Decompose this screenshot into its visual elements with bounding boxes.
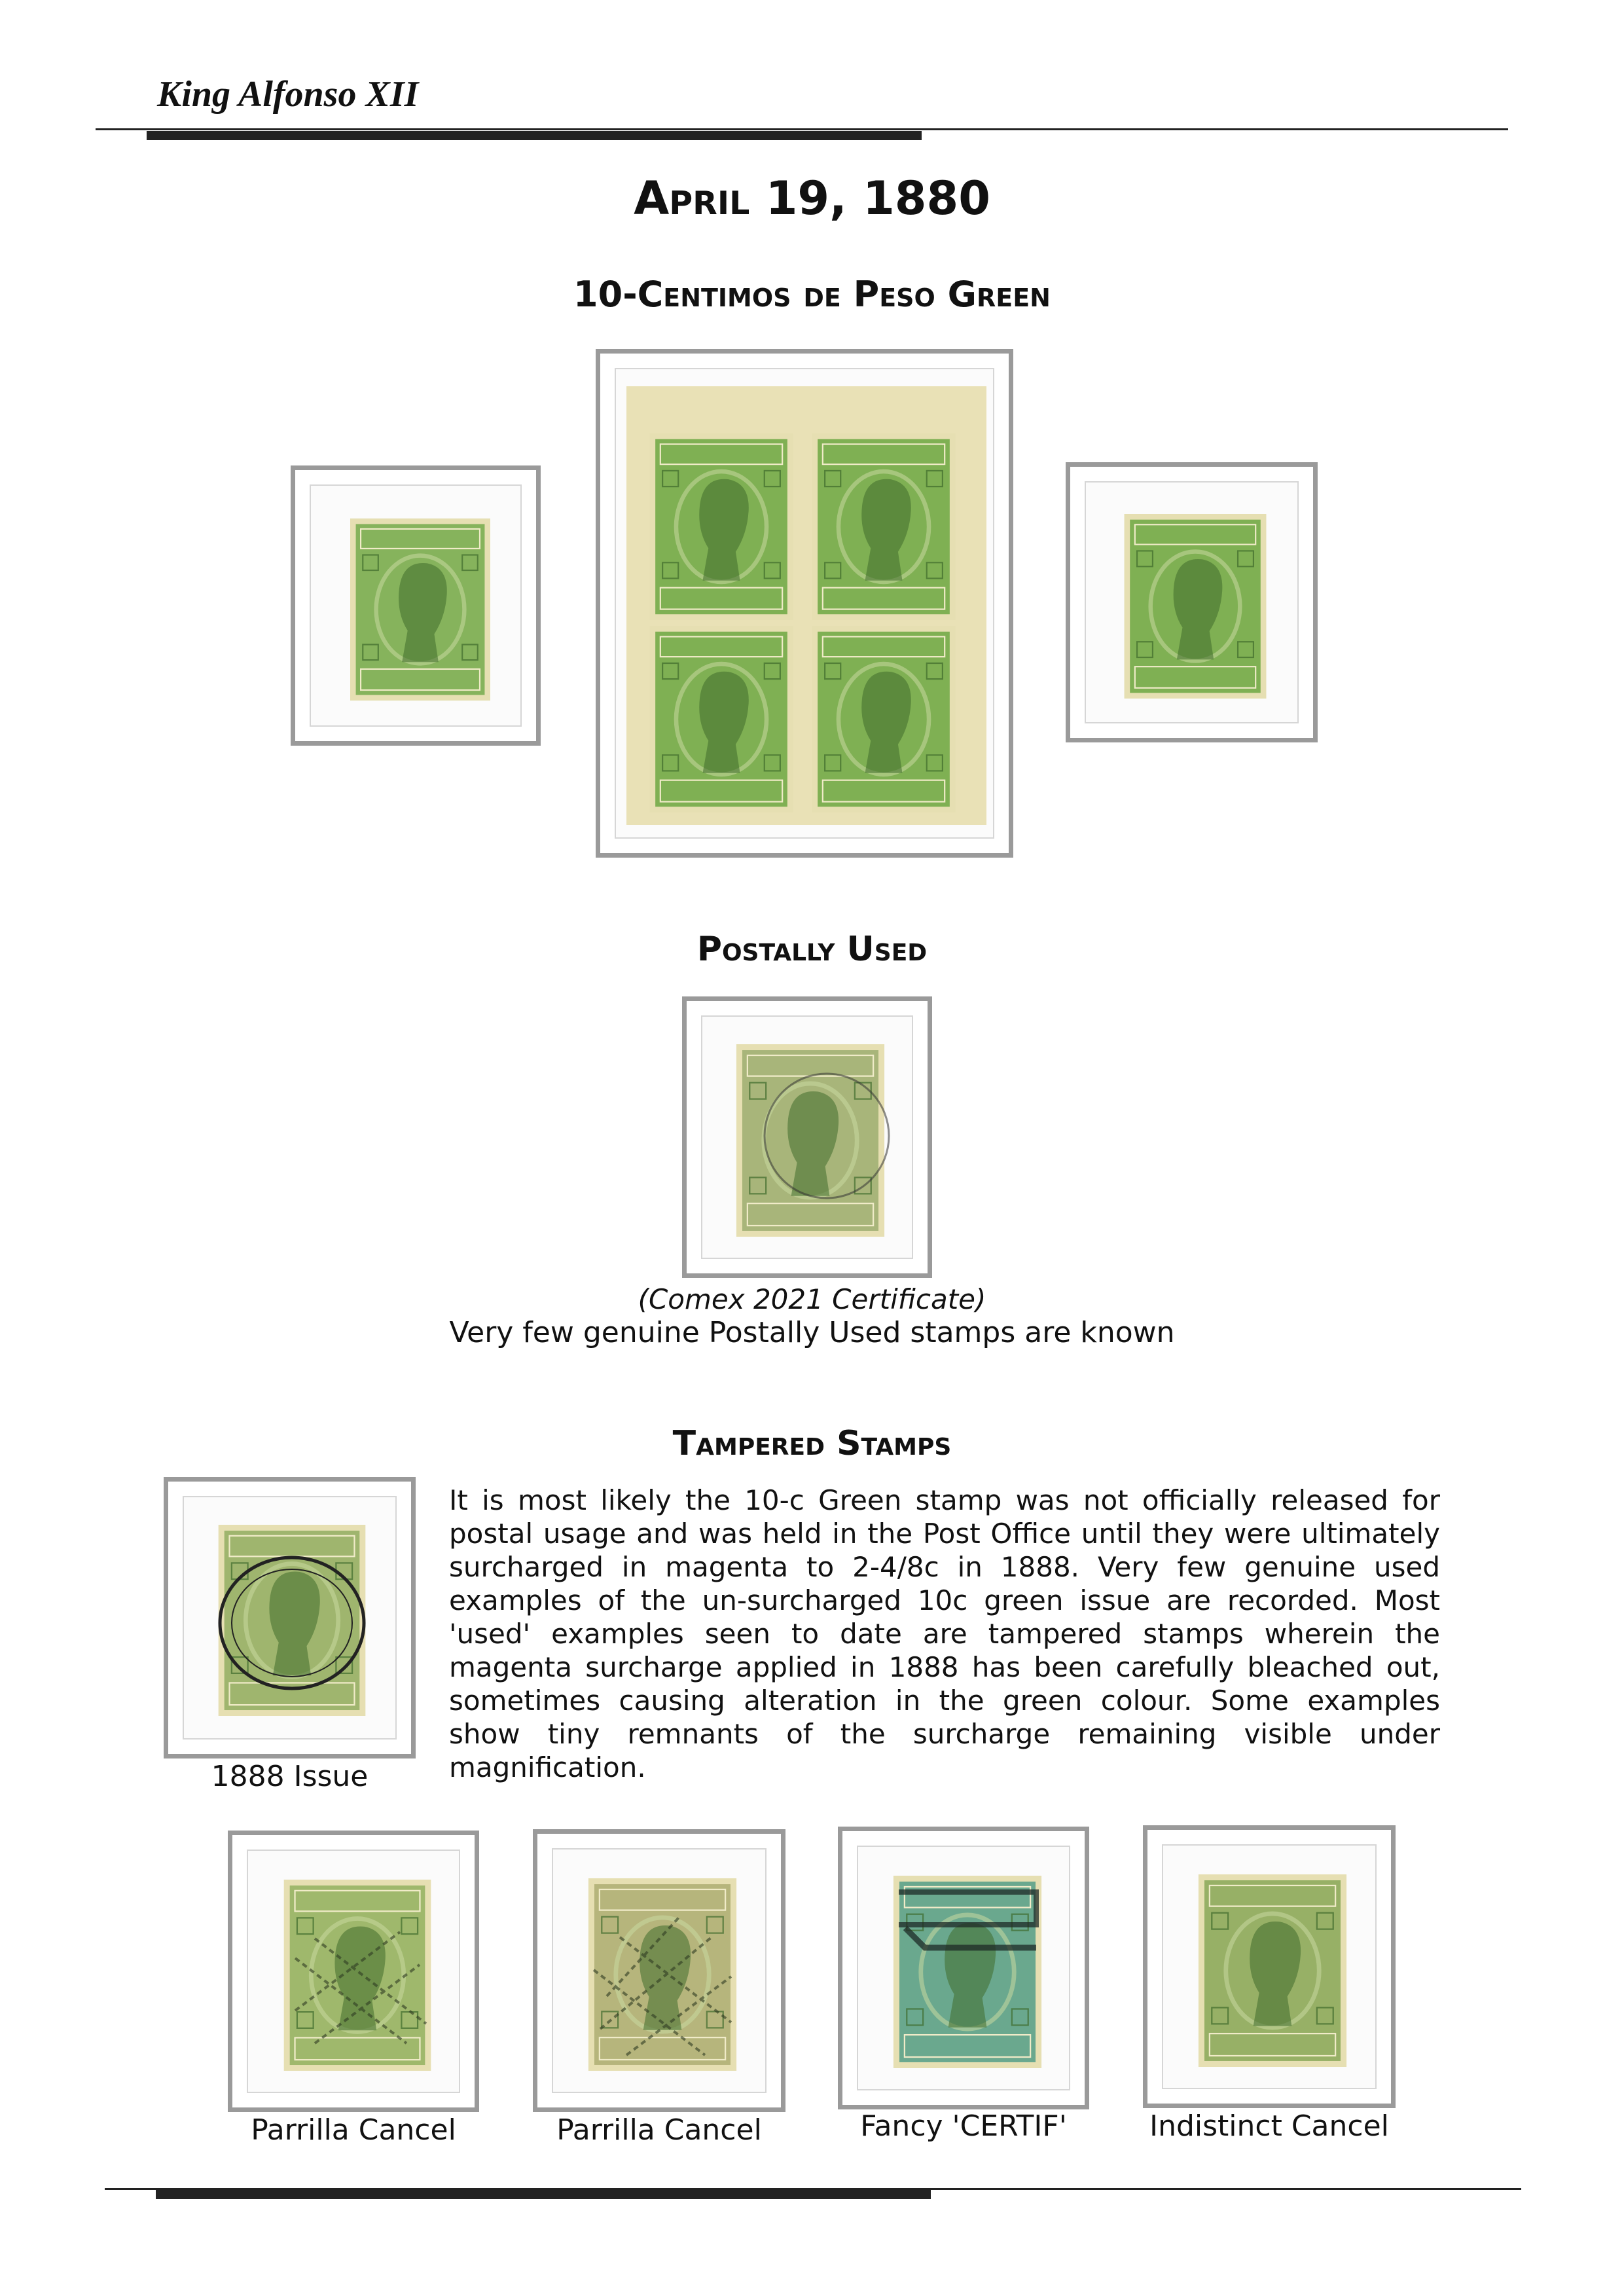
caption-fancy-certif: Fancy 'CERTIF' <box>860 2109 1067 2143</box>
caption-parrilla-1: Parrilla Cancel <box>251 2113 456 2147</box>
header-rule-thin <box>96 128 1508 130</box>
block-stamp-4 <box>808 626 959 812</box>
tampered-mount-2 <box>533 1829 785 2112</box>
stamp-block-of-four <box>626 386 986 825</box>
stamp-mint-single-right <box>1119 514 1272 699</box>
album-header-title: King Alfonso XII <box>157 74 419 115</box>
parrilla-grid-cancel-icon <box>581 1878 744 2071</box>
caption-parrilla-2: Parrilla Cancel <box>556 2113 762 2147</box>
tampered-mount-1 <box>228 1831 479 2112</box>
circular-postmark-icon <box>729 1044 892 1237</box>
tampered-mount-3 <box>838 1827 1089 2109</box>
block-stamp-2 <box>808 433 959 620</box>
stamp-block-mount <box>596 349 1013 858</box>
stamp-postally-used <box>729 1044 892 1237</box>
certif-box-cancel-icon <box>886 1876 1049 2068</box>
header-rule-thick <box>147 131 922 140</box>
stamp-mount-left <box>291 465 541 746</box>
postally-used-note: Very few genuine Postally Used stamps are known <box>449 1316 1175 1349</box>
stamp-1888-surcharged <box>210 1525 374 1716</box>
caption-indistinct-cancel: Indistinct Cancel <box>1149 2109 1389 2143</box>
stamp-title: 10-Centimos de Peso Green <box>573 274 1051 315</box>
issue-1888-caption: 1888 Issue <box>211 1760 369 1793</box>
stamp-fancy-certif <box>886 1876 1049 2068</box>
tampered-stamps-heading: Tampered Stamps <box>672 1424 952 1463</box>
stamp-mount-right <box>1066 462 1318 742</box>
footer-rule-thick <box>156 2190 931 2199</box>
tampered-mount-4 <box>1143 1825 1396 2108</box>
block-stamp-3 <box>646 626 797 812</box>
stamp-mint-single-left <box>350 516 490 703</box>
stamp-indistinct-cancel <box>1191 1874 1354 2067</box>
habilitado-overprint-icon <box>210 1525 374 1716</box>
block-stamp-1 <box>646 433 797 620</box>
postally-used-heading: Postally Used <box>696 930 928 969</box>
tampered-explanation: It is most likely the 10-c Green stamp was not officially released for postal usage and was held in the Post Office until they were ultimately surcharged in magenta to 2-4/8c in 1888. Very few genuine used examples of the un-surcharged 10c green issue are recorded. Most 'used' examples seen to date are tampered stamps wherein the magenta surcharge applied in 1888 has been carefully bleached out, sometimes causing alteration in the green colour. Some examples show tiny remnants of the surcharge remaining visible under magnification. <box>449 1484 1440 1783</box>
certificate-caption: (Comex 2021 Certificate) <box>638 1283 986 1315</box>
stamp-parrilla-cancel-1 <box>276 1880 439 2071</box>
stamp-parrilla-cancel-2 <box>581 1878 744 2071</box>
page-date-title: April 19, 1880 <box>634 172 990 225</box>
surcharged-mount <box>164 1477 416 1758</box>
parrilla-grid-cancel-icon <box>276 1880 439 2071</box>
postally-used-mount <box>682 996 932 1278</box>
